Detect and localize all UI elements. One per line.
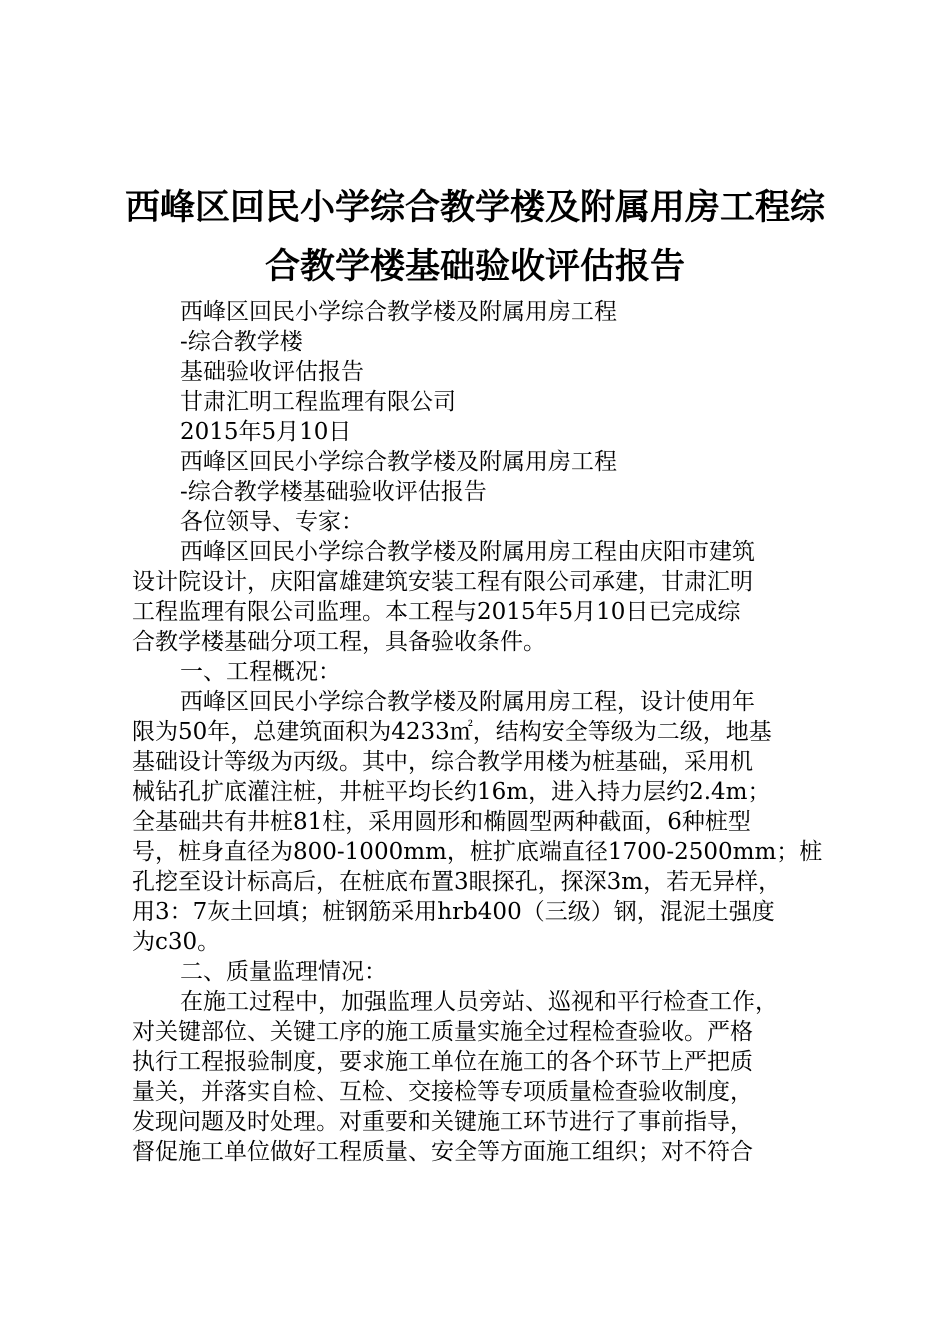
paragraph-line: 用3：7灰土回填；桩钢筋采用hrb400（三级）钢，混泥土强度: [132, 899, 775, 925]
paragraph-line: 西峰区回民小学综合教学楼及附属用房工程由庆阳市建筑: [180, 539, 755, 565]
paragraph-line: 督促施工单位做好工程质量、安全等方面施工组织；对不符合: [132, 1139, 753, 1165]
paragraph-line: 工程监理有限公司监理。本工程与2015年5月10日已完成综: [132, 599, 741, 625]
header-line: 基础验收评估报告: [180, 359, 364, 385]
header-line: 甘肃汇明工程监理有限公司: [180, 389, 456, 415]
document-title-line-1: 西峰区回民小学综合教学楼及附属用房工程综: [124, 187, 825, 228]
header-line: -综合教学楼基础验收评估报告: [180, 479, 487, 505]
header-line: 西峰区回民小学综合教学楼及附属用房工程: [180, 299, 617, 325]
paragraph-line: 西峰区回民小学综合教学楼及附属用房工程，设计使用年: [180, 689, 755, 715]
paragraph-line: 械钻孔扩底灌注桩，井桩平均长约16m，进入持力层约2.4m；: [132, 779, 771, 805]
paragraph-line: 对关键部位、关键工序的施工质量实施全过程检查验收。严格: [132, 1019, 753, 1045]
paragraph-line: 全基础共有井桩81柱，采用圆形和椭圆型两种截面，6种桩型: [132, 809, 751, 835]
paragraph-line: 设计院设计，庆阳富雄建筑安装工程有限公司承建，甘肃汇明: [132, 569, 753, 595]
paragraph-line: 为c30。: [132, 929, 221, 955]
document-title-line-2: 合教学楼基础验收评估报告: [264, 246, 685, 287]
document-body: [132, 297, 836, 1167]
quality-paragraph: [132, 987, 836, 1167]
paragraph-line: 号，桩身直径为800-1000mm，桩扩底端直径1700-2500mm；桩: [132, 839, 823, 865]
paragraph-line: 执行工程报验制度，要求施工单位在施工的各个环节上严把质: [132, 1049, 753, 1075]
header-line: 2015年5月10日: [180, 419, 352, 445]
intro-paragraph: [132, 537, 836, 657]
header-line: 西峰区回民小学综合教学楼及附属用房工程: [180, 449, 617, 475]
paragraph-line: 发现问题及时处理。对重要和关键施工环节进行了事前指导，: [132, 1109, 753, 1135]
paragraph-line: 基础设计等级为丙级。其中，综合教学用楼为桩基础，采用机: [132, 749, 753, 775]
salutation: 各位领导、专家：: [180, 509, 364, 535]
paragraph-line: 孔挖至设计标高后，在桩底布置3眼探孔，探深3m，若无异样，: [132, 869, 782, 895]
overview-paragraph: [132, 687, 836, 957]
paragraph-line: 合教学楼基础分项工程，具备验收条件。: [132, 629, 546, 655]
section-heading-overview: 一、工程概况：: [180, 659, 341, 685]
paragraph-line: 量关，并落实自检、互检、交接检等专项质量检查验收制度，: [132, 1079, 753, 1105]
header-line: -综合教学楼: [180, 329, 303, 355]
section-heading-quality: 二、质量监理情况：: [180, 959, 387, 985]
paragraph-line: 在施工过程中，加强监理人员旁站、巡视和平行检查工作，: [180, 989, 778, 1015]
paragraph-line: 限为50年，总建筑面积为4233㎡，结构安全等级为二级，地基: [132, 719, 772, 745]
